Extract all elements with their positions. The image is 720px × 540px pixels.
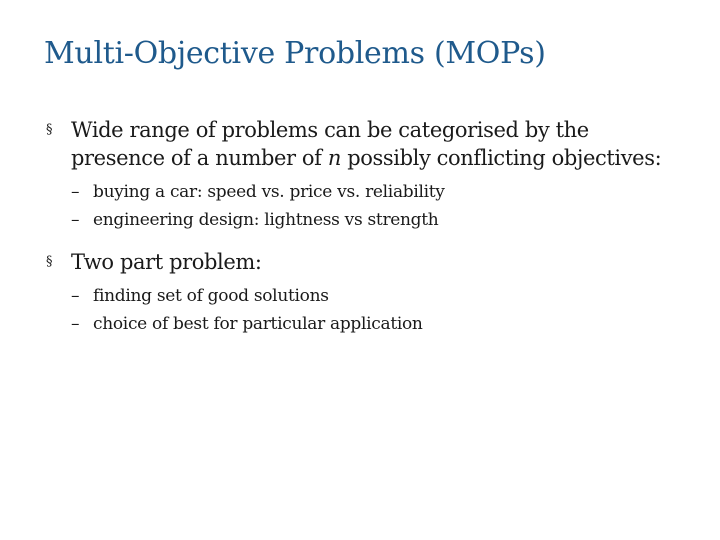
sub-item bbox=[71, 310, 686, 338]
bullet-marker-icon: § bbox=[46, 122, 53, 137]
dash-marker-icon: – bbox=[71, 286, 80, 306]
dash-marker-icon: – bbox=[71, 314, 80, 334]
bullet-text-part: possibly conflicting objectives: bbox=[340, 146, 662, 170]
bullet-group-2 bbox=[46, 248, 686, 338]
sub-item-text: finding set of good solutions bbox=[93, 286, 329, 306]
bullet-group-1 bbox=[46, 116, 686, 234]
bullet-marker-icon: § bbox=[46, 254, 53, 269]
slide-body bbox=[46, 116, 686, 352]
bullet-item bbox=[46, 248, 686, 276]
bullet-text-italic: n bbox=[327, 146, 341, 170]
sub-item-text: choice of best for particular application bbox=[93, 314, 423, 334]
sub-item bbox=[71, 282, 686, 310]
sub-item bbox=[71, 206, 686, 234]
bullet-text bbox=[71, 116, 686, 172]
sub-list bbox=[71, 178, 686, 234]
bullet-item bbox=[46, 116, 686, 172]
slide-title: Multi-Objective Problems (MOPs) bbox=[44, 36, 546, 71]
sub-item bbox=[71, 178, 686, 206]
sub-item-text: buying a car: speed vs. price vs. reliability bbox=[93, 182, 445, 202]
bullet-text: Two part problem: bbox=[71, 250, 262, 274]
sub-list bbox=[71, 282, 686, 338]
sub-item-text: engineering design: lightness vs strength bbox=[93, 210, 439, 230]
dash-marker-icon: – bbox=[71, 182, 80, 202]
dash-marker-icon: – bbox=[71, 210, 80, 230]
bullet-text-part: Wide range of problems can be categorised by the presence of a number of bbox=[71, 118, 589, 170]
